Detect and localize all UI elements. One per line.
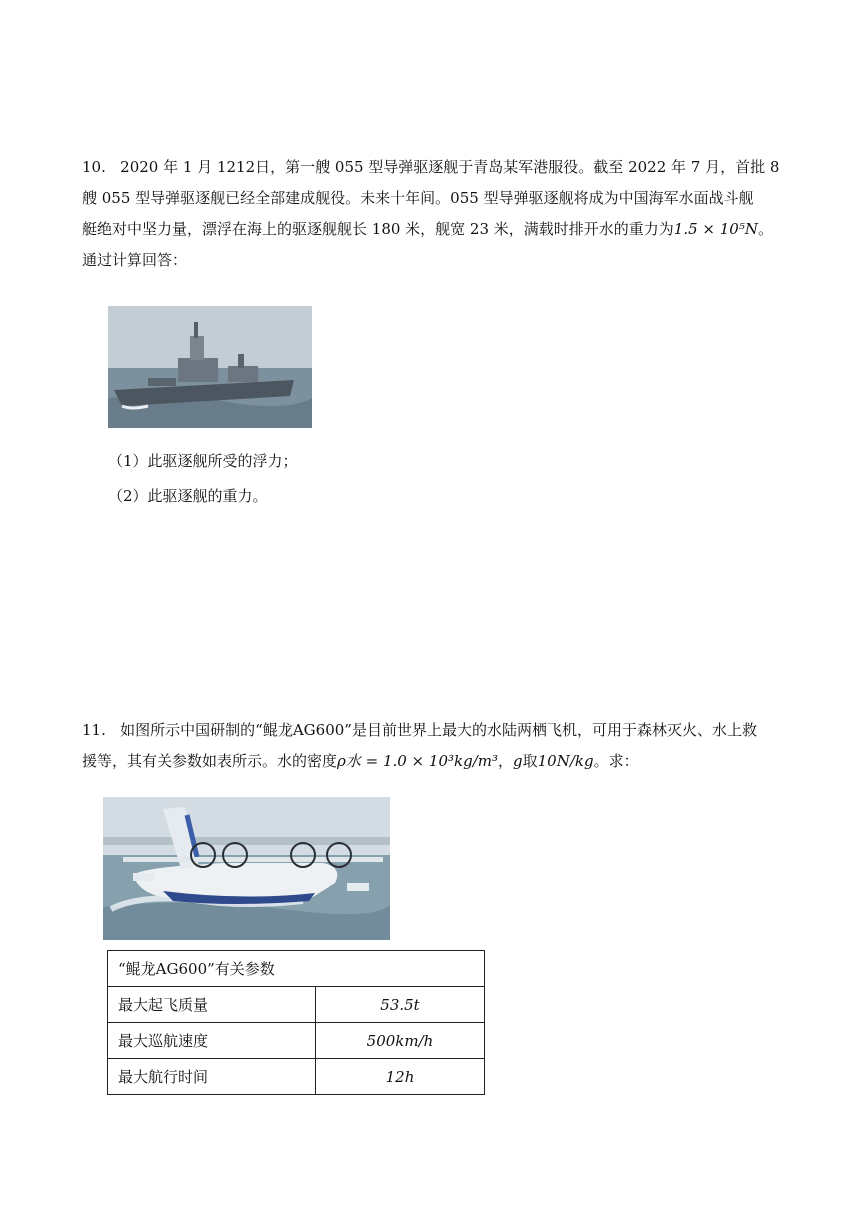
q10-line-3: 艇绝对中坚力量，漂浮在海上的驱逐舰舰长 180 米，舰宽 23 米，满载时排开水的重力为	[82, 220, 674, 238]
destroyer-illustration	[108, 306, 312, 428]
table-row	[108, 1023, 485, 1059]
q11-comma: ，	[497, 752, 513, 770]
table-header-row	[108, 951, 485, 987]
q10-subquestion-2: （2）此驱逐舰的重力。	[108, 487, 268, 505]
q11-g-symbol: g	[513, 752, 523, 770]
table-header: “鲲龙AG600”有关参数	[108, 951, 485, 987]
params-table	[107, 950, 485, 1095]
q11-text	[82, 715, 782, 777]
q10-text	[82, 152, 782, 276]
table-row-label: 最大起飞质量	[108, 987, 316, 1023]
table-row-label: 最大航行时间	[108, 1059, 316, 1095]
table-row	[108, 1059, 485, 1095]
table-row-label: 最大巡航速度	[108, 1023, 316, 1059]
q10-gravity-formula: 1.5 × 10⁵N	[673, 220, 758, 238]
q11-line-1: 如图所示中国研制的“鲲龙AG600”是目前世界上最大的水陆两栖飞机，可用于森林灭火、水上救	[120, 721, 757, 739]
q10-line-2: 艘 055 型导弹驱逐舰已经全部建成舰役。未来十年间。055 型导弹驱逐舰将成为中国海军水面战斗舰	[82, 189, 754, 207]
table-row	[108, 987, 485, 1023]
table-row-value: 500km/h	[316, 1023, 485, 1059]
q11-take: 取	[522, 752, 538, 770]
seaplane-illustration	[103, 797, 390, 940]
table-row-value: 53.5t	[316, 987, 485, 1023]
q10-line-1: 2020 年 1 月 1212日，第一艘 055 型导弹驱逐舰于青岛某军港服役。截至 2022 年 7 月，首批 8	[120, 158, 780, 176]
q10-number: 10.	[82, 158, 106, 176]
q11-density-formula: ρ水 = 1.0 × 10³kg/m³	[337, 752, 498, 770]
destroyer-photo	[108, 306, 312, 428]
seaplane-photo	[103, 797, 390, 940]
q11-number: 11.	[82, 721, 106, 739]
q10-line-4: 通过计算回答：	[82, 251, 188, 269]
q11-line-2: 援等，其有关参数如表所示。水的密度	[82, 752, 338, 770]
q10-subquestion-1: （1）此驱逐舰所受的浮力；	[108, 452, 298, 470]
q10-line-3-end: 。	[757, 220, 773, 238]
q11-g-value: 10N/kg	[537, 752, 594, 770]
q11-ask: 。求：	[593, 752, 639, 770]
table-row-value: 12h	[316, 1059, 485, 1095]
